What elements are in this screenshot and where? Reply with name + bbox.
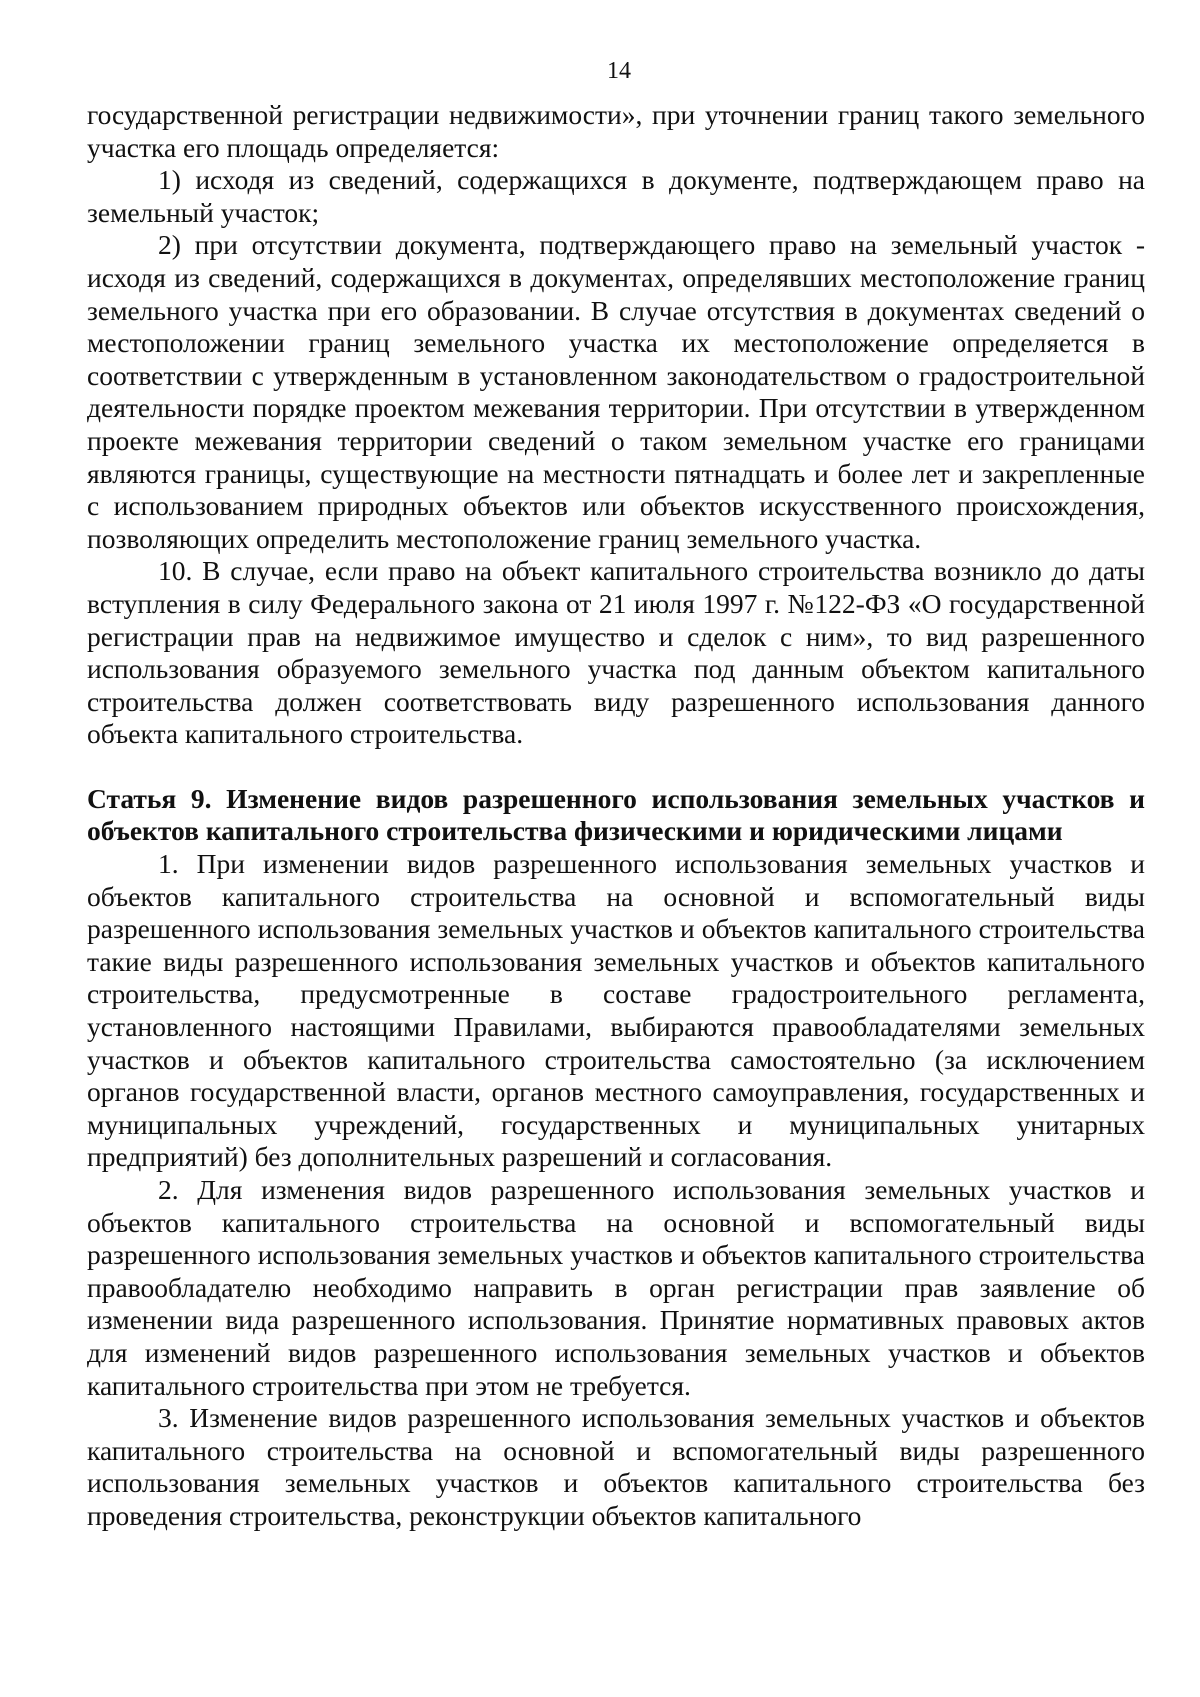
article-9-paragraph-1: 1. При изменении видов разрешенного использования земельных участков и объектов капитального строительства на основной и вспомогательный виды разрешенного использования земельных участков и объектов капитального строительства такие виды разрешенного использования земельных участков и объектов капитального строительства, предусмотренные в составе градостроительного регламента, установленного настоящими Правилами, выбираются правообладателями земельных участков и объектов капитального строительства самостоятельно (за исключением органов государственной власти, органов местного самоуправления, государственных и муниципальных учреждений, государственных и муниципальных унитарных предприятий) без дополнительных разрешений и согласования. [87,848,1145,1173]
document-page [87,55,1145,1533]
article-9-paragraph-3: 3. Изменение видов разрешенного использования земельных участков и объектов капитального строительства на основной и вспомогательный виды разрешенного использования земельных участков и объектов капитального строительства без проведения строительства, реконструкции объектов капитального [87,1402,1145,1531]
article-9-paragraph-2: 2. Для изменения видов разрешенного использования земельных участков и объектов капитального строительства на основной и вспомогательный виды разрешенного использования земельных участков и объектов капитального строительства правообладателю необходимо направить в орган регистрации прав заявление об изменении вида разрешенного использования. Принятие нормативных правовых актов для изменений видов разрешенного использования земельных участков и объектов капитального строительства при этом не требуется. [87,1174,1145,1401]
page-number: 14 [607,58,631,84]
section-gap [87,751,1145,783]
paragraph-continuation: государственной регистрации недвижимости», при уточнении границ такого земельного участка его площадь определяется: [87,99,1145,163]
paragraph-10: 10. В случае, если право на объект капитального строительства возникло до даты вступления в силу Федерального закона от 21 июля 1997 г. №122-ФЗ «О государственной регистрации прав на недвижимое имущество и сделок с ним», то вид разрешенного использования образуемого земельного участка под данным объектом капитального строительства должен соответствовать виду разрешенного использования данного объекта капитального строительства. [87,555,1145,750]
list-item-1: 1) исходя из сведений, содержащихся в документе, подтверждающем право на земельный участок; [87,164,1145,228]
article-heading: Статья 9. Изменение видов разрешенного использования земельных участков и объектов капитального строительства физическими и юридическими лицами [87,782,1145,847]
list-item-2: 2) при отсутствии документа, подтверждающего право на земельный участок - исходя из сведений, содержащихся в документах, определявших местоположение границ земельного участка при его образовании. В случае отсутствия в документах сведений о местоположении границ земельного участка их местоположение определяется в соответствии с утвержденным в установленном законодательством о градостроительной деятельности порядке проектом межевания территории. При отсутствии в утвержденном проекте межевания территории сведений о таком земельном участке его границами являются границы, существующие на местности пятнадцать и более лет и закрепленные с использованием природных объектов или объектов искусственного происхождения, позволяющих определить местоположение границ земельного участка. [87,229,1145,554]
